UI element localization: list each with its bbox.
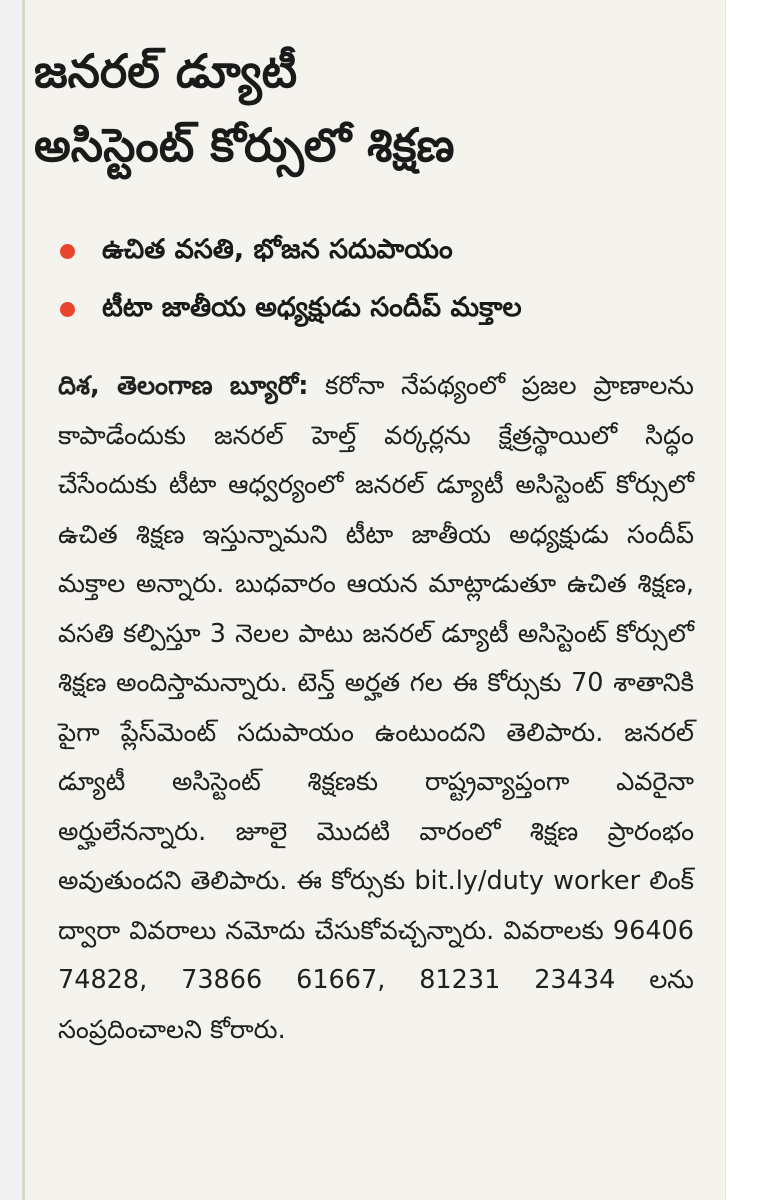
bullet-dot-icon: [60, 302, 75, 317]
article-body: [58, 362, 694, 1055]
headline-line-1: జనరల్ డ్యూటీ: [34, 44, 298, 98]
bullet-dot-icon: [60, 244, 75, 259]
highlight-text: టీటా జాతీయ అధ్యక్షుడు సందీప్ మక్తాల: [102, 292, 522, 323]
left-page-margin: [0, 0, 22, 1200]
headline-line-2: అసిస్టెంట్ కోర్సులో శిక్షణ: [34, 118, 455, 172]
highlight-item: [56, 224, 706, 282]
highlight-text: ఉచిత వసతి, భోజన సదుపాయం: [102, 234, 453, 265]
article-body-text: కరోనా నేపథ్యంలో ప్రజల ప్రాణాలను కాపాడేందుకు జనరల్ హెల్త్ వర్కర్లను క్షేత్రస్థాయిలో సిద్ధం చేసేందుకు టీటా ఆధ్వర్యంలో జనరల్ డ్యూటీ అసిస్టెంట్ కోర్సులో ఉచిత శిక్షణ ఇస్తున్నామని టీటా జాతీయ అధ్యక్షుడు సందీప్ మక్తాల అన్నారు. బుధవారం ఆయన మాట్లాడుతూ ఉచిత శిక్షణ, వసతి కల్పిస్తూ 3 నెలల పాటు జనరల్ డ్యూటీ అసిస్టెంట్ కోర్సులో శిక్షణ అందిస్తామన్నారు. టెన్త్ అర్హత గల ఈ కోర్సుకు 70 శాతానికి పైగా ప్లేస్‌మెంట్ సదుపాయం ఉంటుందని తెలిపారు. జనరల్ డ్యూటీ అసిస్టెంట్ శిక్షణకు రాష్ట్రవ్యాప్తంగా ఎవరైనా అర్హులేనన్నారు. జూలై మొదటి వారంలో శిక్షణ ప్రారంభం అవుతుందని తెలిపారు. ఈ కోర్సుకు bit.ly/duty worker లింక్ ద్వారా వివరాలు నమోదు చేసుకోవచ్చన్నారు. వివరాలకు 96406 74828, 73866 61667, 81231 23434 లను సంప్రదించాలని కోరారు.: [58, 371, 694, 1045]
article-headline: [34, 34, 704, 182]
dateline: దిశ, తెలంగాణ బ్యూరో:: [58, 371, 309, 401]
right-page-margin: [725, 0, 758, 1200]
highlight-item: [56, 282, 706, 340]
highlight-list: [56, 224, 706, 340]
